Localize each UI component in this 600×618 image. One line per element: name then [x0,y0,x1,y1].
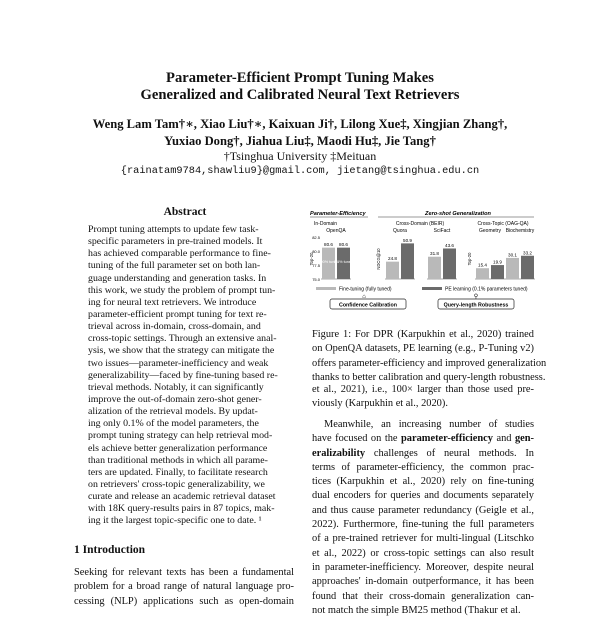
value-label-pe-learning: 43.6 [445,242,454,248]
right-paragraph-2 [312,418,534,618]
body-line: terms of parameter-efficiency, the common prac- [312,461,534,473]
panel-title: Biochemistry [505,228,535,234]
bar-pe-learning [521,256,534,279]
intro-heading: 1 Introduction [74,544,146,556]
robustness-icon: ⚲ [473,294,479,300]
group-label-cross-topic: Cross-Topic (OAG-QA) [477,221,529,227]
author-emails: {rainatam9784,shawliu9}@gmail.com, jietang@tsinghua.edu.cn [120,165,480,177]
abstract-line: parameter-efficient prompt tuning for text re- [88,308,267,320]
y-axis-label-left: Top-20 [309,252,314,266]
body-line: 2022). Furthermore, fine-tuning the full parameters [312,519,534,531]
abstract-line: trieval methods. Notably, it can significantly [88,381,264,393]
abstract-line: ters are updated. Finally, to facilitate research [88,466,268,478]
abstract-line: Prompt tuning attempts to update few task- [88,224,259,235]
bar-pe-learning [401,243,414,279]
bar-fine-tuning [476,268,489,279]
body-line: Meanwhile, an increasing number of studies [324,419,534,430]
value-label-pe-learning: 19.9 [493,259,502,265]
panel-title: Quora [393,228,407,234]
abstract-line: than traditional methods in which all parame- [88,454,268,466]
intro-body [74,566,294,609]
abstract-line: has achieved comparable performance to fine- [88,248,271,260]
abstract-line: curate and release an academic retrieval dataset [88,491,276,503]
abstract-line: tuning of the full parameter set on both lan- [88,260,261,272]
caption-line: offers parameter-efficiency and improved generalization [312,357,547,369]
value-label-fine-tuning: 24.8 [388,256,397,262]
paper-title-line-2: Generalized and Calibrated Neural Text Retrievers [140,87,460,103]
abstract-line: els achieve better generalization performance [88,442,268,454]
body-line: approaches' in-domain outperformance, it has been [312,576,534,588]
intro-line: Seeking for relevant texts has been a fundamental [74,567,294,578]
body-line: of a pre-trained retriever for multi-lingual (Litschko [312,533,534,545]
abstract-line: improve the out-of-domain zero-shot gener- [88,393,262,405]
affiliations: †Tsinghua University ‡Meituan [223,149,377,163]
legend-swatch-pe-learning [422,287,442,290]
caption-line: Figure 1: For DPR (Karpukhin et al., 2020) trained [312,329,534,340]
caption-line: on OpenQA datasets, PE learning (e.g., P-Tuning v2) [312,343,534,355]
body-line: and thus cause parameter redundancy (Geigle et al., [312,504,534,516]
y-axis-label-mid: NDCG@10 [376,248,381,270]
caption-line: thanks to better calibration and query-length robustness. [312,371,546,383]
panel-title: OpenQA [326,228,346,234]
figure-caption [312,328,547,385]
y-tick-label: 82.5 [312,235,320,240]
body-line: not match the simple BM25 method (Thakur et al. [312,604,521,616]
abstract-line: ing only 0.1% of the model parameters, the [88,418,259,430]
y-tick-label: 77.5 [312,263,320,268]
legend-swatch-fine-tuning [316,287,336,290]
y-axis-label-right: Top-20 [467,252,472,266]
calibration-icon: ⌂ [362,294,366,300]
panel-title: Geometry [479,228,501,234]
author-list [0,116,600,149]
author-line-1: Weng Lam Tam†∗, Xiao Liu†∗, Kaixuan Ji†, Lilong Xue‡, Xingjian Zhang†, [92,117,508,131]
body-line: viously (Karpukhin et al., 2020). [312,398,448,410]
figure-header-right: Zero-shot Generalization [425,211,491,217]
abstract-line: ing for neural text retrievers. We introduce [88,296,257,308]
figure-header-left: Parameter-Efficiency [310,211,366,217]
author-line-2: Yuxiao Dong†, Jiahua Liu‡, Maodi Hu‡, Jie Tang† [164,133,436,148]
chart-panels [309,228,535,282]
abstract-line: ing it the largest topic-specific one to date. ¹ [88,515,262,527]
abstract-line: generalizability—faced by fine-tuning based re- [88,369,278,381]
intro-line: cessing (NLP) applications such as open-domain [74,595,294,607]
abstract-line: specific parameters in pre-trained models. It [88,236,263,248]
right-paragraph-1 [312,383,534,412]
value-label-fine-tuning: 31.8 [430,251,439,257]
bar-pe-learning [443,248,456,279]
body-line: et al., 2021), i.e., 100× larger than those used pre- [312,384,534,395]
figure-1-chart [308,207,536,317]
footer-query-length-robustness: Query-length Robustness [443,302,509,309]
bar-fine-tuning [386,262,399,279]
body-line: dual encoders for queries and documents separately [312,490,534,502]
body-line: eralizability challenges of neural methods. In [312,447,534,459]
abstract-line: prompt tuning strategy can help retrieval mod- [88,430,273,442]
bar-pe-learning [491,265,504,279]
legend-pe-learning: PE learning (0.1% parameters tuned) [445,286,528,293]
bar-inner-label-ft: 100% tuned [318,260,339,264]
group-label-cross-domain: Cross-Domain (BEIR) [395,221,445,227]
panel-title: SciFact [433,228,451,234]
value-label-pe-learning: 80.6 [339,242,348,248]
body-line: have focused on the parameter-efficiency and gen- [312,433,534,445]
abstract-line: guage understanding and generation tasks. In [88,272,267,284]
abstract-line: with 18K query-results pairs in 87 topics, mak- [88,503,275,515]
footer-confidence-calibration: Confidence Calibration [339,302,397,309]
abstract-line: alization of the retrieval models. By updat- [88,406,258,418]
bar-fine-tuning [428,257,441,279]
value-label-pe-learning: 50.9 [403,237,412,243]
body-line: in parameter-inefficiency. Moreover, despite neural [312,561,534,573]
group-label-in-domain: In-Domain [314,221,338,227]
abstract-heading: Abstract [163,206,207,218]
abstract-line: this work, we study the problem of prompt tun- [88,284,276,296]
abstract-line: cross-topic settings. Through an extensive anal- [88,333,277,345]
abstract-line: two issues—parameter-inefficiency and weak [88,357,269,369]
paper-title-line-1: Parameter-Efficient Prompt Tuning Makes [166,70,434,86]
abstract-line: on retrievers' cross-topic generalizability, we [88,478,265,490]
paper-title [0,70,600,104]
bar-fine-tuning [506,258,519,279]
body-line: found that their cross-domain generalization can- [312,590,534,602]
body-line: et al., 2022) or cross-topic settings can also result [312,547,534,559]
value-label-fine-tuning: 80.6 [324,242,333,248]
abstract-line: trieval across in-domain, cross-domain, and [88,321,261,333]
y-tick-label: 80.0 [312,249,320,254]
value-label-fine-tuning: 30.1 [508,252,517,258]
abstract-body [88,224,281,528]
value-label-fine-tuning: 15.4 [478,262,487,268]
legend-fine-tuning: Fine-tuning (fully tuned) [339,286,392,293]
y-tick-label: 75.0 [312,277,320,282]
intro-line: problem for a broad range of natural language pro- [74,581,294,593]
bar-inner-label-pe: 0.1% tuned [333,260,354,264]
value-label-pe-learning: 33.2 [523,250,532,256]
abstract-line: ysis, we show that the strategy can mitigate the [88,345,275,357]
body-line: tices (Karpukhin et al., 2020) rely on fine-tuning [312,476,534,488]
